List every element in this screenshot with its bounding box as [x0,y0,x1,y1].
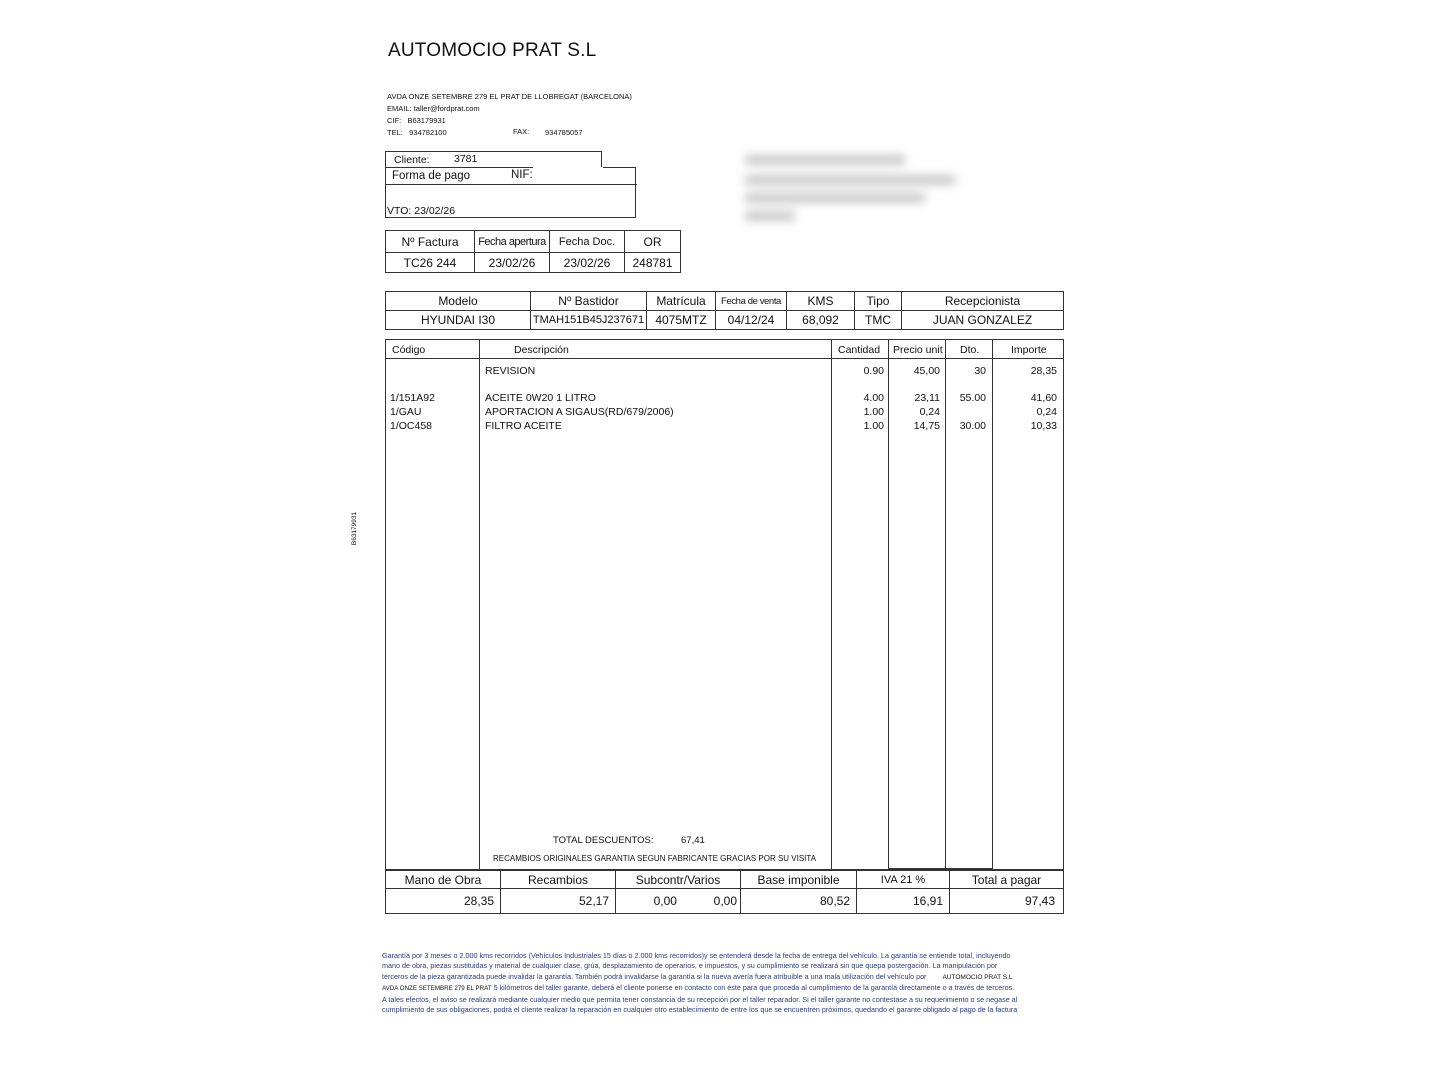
invoice-header-or: OR [625,231,681,253]
line-description: FILTRO ACEITE [485,420,562,432]
line-unit-price: 0,24 [919,406,940,418]
col-header-discount: Dto. [960,344,980,356]
cliente-value: 3781 [454,153,478,165]
line-qty: 1.00 [863,420,884,432]
guarantee-text [382,951,1066,1015]
guarantee-address: AVDA ONZE SETEMBRE 279 EL PRAT [382,985,492,993]
line-unit-price: 45,00 [913,365,940,377]
totals-header-labour: Mano de Obra [386,871,501,889]
email-value: taller@fordprat.com [413,104,480,113]
divider [386,184,637,185]
vehicle-header-plate: Matrícula [647,292,716,311]
invoice-header-open-date: Fecha apertura [475,231,550,253]
guarantee-line: Garantía por 3 meses o 2.000 kms recorridos (Vehículos Industriales 15 días o 2.000 kms recorridos)y se entenderá desde la fecha de entrega del vehículo. La garantía se entiende total, incluyendo [382,951,1011,960]
guarantee-line-text: terceros de la pieza garantizada puede invalidar la garantía. También podrá invalidarse la garantía si la nueva avería fuera atribuible a una mala utilización del vehículo por [382,971,927,981]
col-header-description: Descripción [514,344,569,356]
total-labour: 28,35 [386,889,501,914]
forma-pago-label: Forma de pago [392,170,470,182]
line-discount: 55.00 [959,392,986,404]
footer-note: RECAMBIOS ORIGINALES GARANTIA SEGUN FABRICANTE GRACIAS POR SU VISITA [493,854,817,863]
side-cif-code: B63179931 [351,511,359,546]
client-box [385,151,602,168]
total-discounts-label: TOTAL DESCUENTOS: [553,835,654,846]
company-address: AVDA ONZE SETEMBRE 279 EL PRAT DE LLOBREGAT (BARCELONA) [387,92,632,101]
vehicle-chassis: TMAH151B45J237671 [531,311,647,330]
line-description: ACEITE 0W20 1 LITRO [485,392,596,404]
line-amount: 28,35 [1030,365,1057,377]
guarantee-line-text: 5 kilómetros del taller garante, deberá el cliente ponerse en contacto con éste para que proceda al cumplimiento de la garantía directamente o a través de terceros. [493,983,1015,993]
vehicle-sale-date: 04/12/24 [716,311,787,330]
invoice-table [385,230,681,273]
line-unit-price: 14,75 [913,420,940,432]
line-discount: 30 [974,365,986,377]
invoice-header-doc-date: Fecha Doc. [550,231,625,253]
guarantee-company: AUTOMOCIO PRAT S.L [942,973,1013,981]
tel-label: TEL: [387,128,403,137]
line-qty: 1.00 [863,406,884,418]
invoice-doc-date: 23/02/26 [550,253,625,273]
client-address-redacted [745,152,955,222]
totals-header-subcontr: Subcontr/Varios [616,871,741,889]
guarantee-line: cumplimiento de sus obligaciones, podrá el cliente realizar la reparación en cualquier otro establecimiento de entre los que se encuentren próximos, quedando el garante obligado al pago de la factura [382,1005,1018,1015]
col-header-unit-price: Precio unit [893,344,943,356]
total-to-pay: 97,43 [950,889,1064,914]
vehicle-type: TMC [855,311,902,330]
vehicle-plate: 4075MTZ [647,311,716,330]
invoice-or: 248781 [625,253,681,273]
line-amount: 41,60 [1030,392,1057,404]
vehicle-header-sale-date: Fecha de venta [716,292,787,311]
invoice-number: TC26 244 [386,253,475,273]
company-tel-row [387,128,447,137]
tel-value: 934782100 [409,128,447,137]
company-cif-row [387,116,446,125]
subcontr-value: 0,00 [653,894,677,908]
totals-header-base: Base imponible [741,871,857,889]
line-code: 1/OC458 [390,420,433,432]
total-subcontr [616,889,741,914]
guarantee-line: A tales efectos, el aviso se realizará mediante cualquier medio que permita tener constancia de su recepción por el taller reparador. Si el taller garante no contestase a su requerimiento o se negase al [382,994,1018,1004]
lines-box [385,339,1064,870]
cif-value: B63179931 [407,116,446,125]
line-amount: 10,33 [1030,420,1057,432]
line-description: REVISION [485,365,536,377]
invoice-header-number: Nº Factura [386,231,475,253]
line-description: APORTACION A SIGAUS(RD/679/2006) [485,406,674,418]
line-qty: 0.90 [863,365,884,377]
invoice-open-date: 23/02/26 [475,253,550,273]
fax-value: 934785057 [545,128,583,137]
totals-table [385,870,1064,914]
nif-redacted [533,167,603,184]
col-header-code: Código [392,344,426,356]
total-base: 80,52 [741,889,857,914]
nif-label: NIF: [511,169,533,181]
totals-header-total: Total a pagar [950,871,1064,889]
vehicle-header-kms: KMS [787,292,855,311]
cif-label: CIF: [387,116,402,125]
vto-date: VTO: 23/02/26 [387,205,456,217]
line-amount: 0,24 [1036,406,1057,418]
total-iva: 16,91 [857,889,950,914]
total-parts: 52,17 [501,889,616,914]
guarantee-line [382,972,1066,983]
guarantee-line [382,983,1066,994]
line-code: 1/151A92 [390,392,435,404]
company-email-row [387,104,480,113]
col-header-qty: Cantidad [838,344,881,356]
payment-box [385,167,636,218]
totals-header-iva: IVA 21 % [857,871,950,889]
email-label: EMAIL: [387,104,412,113]
cliente-label: Cliente: [394,154,430,166]
vehicle-table [385,291,1064,330]
vehicle-header-model: Modelo [386,292,531,311]
vehicle-receptionist: JUAN GONZALEZ [902,311,1064,330]
vehicle-header-receptionist: Recepcionista [902,292,1064,311]
fax-label: FAX: [513,127,530,136]
varios-value: 0,00 [713,894,737,908]
col-header-amount: Importe [1011,344,1047,356]
company-name: AUTOMOCIO PRAT S.L [388,40,597,61]
guarantee-line: mano de obra, piezas sustituidas y material de cualquier clase, grúa, desplazamiento de operarios, e impuestos, y su cumplimiento se realizará sin que quepa postergación. La manipulación por [382,961,998,971]
totals-header-parts: Recambios [501,871,616,889]
line-code: 1/GAU [390,406,422,418]
vehicle-header-type: Tipo [855,292,902,311]
vehicle-kms: 68,092 [787,311,855,330]
vehicle-model: HYUNDAI I30 [386,311,531,330]
line-discount: 30.00 [959,420,986,432]
line-unit-price: 23,11 [914,392,940,404]
total-discounts-value: 67,41 [681,835,705,846]
line-qty: 4.00 [863,392,884,404]
vehicle-header-chassis: Nº Bastidor [531,292,647,311]
